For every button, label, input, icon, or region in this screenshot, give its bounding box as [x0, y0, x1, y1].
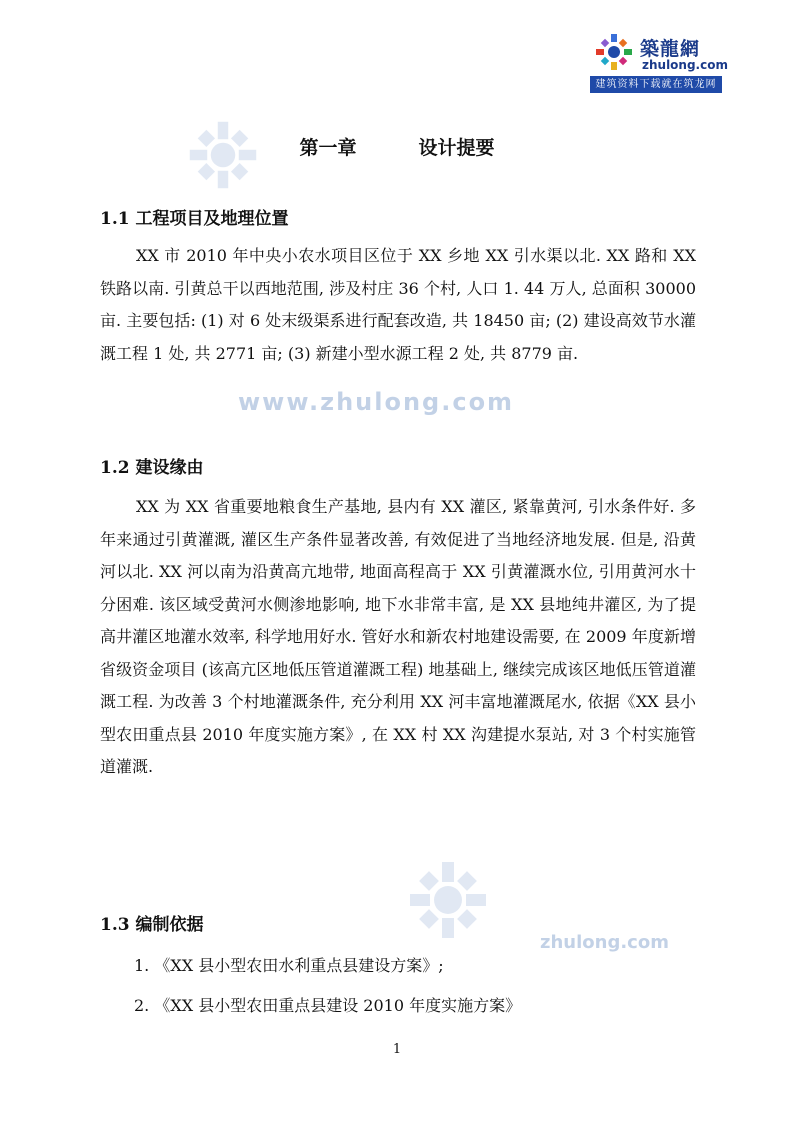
watermark-domain: zhulong.com — [540, 932, 669, 953]
list-item: 2. 《XX 县小型农田重点县建设 2010 年度实施方案》 — [134, 996, 522, 1015]
section-heading: 1.2 建设缘由 — [100, 458, 204, 478]
page-number: 1 — [392, 1042, 402, 1057]
section-heading: 1.1 工程项目及地理位置 — [100, 209, 289, 229]
paragraph-text: XX 为 XX 省重要地粮食生产基地, 县内有 XX 灌区, 紧靠黄河, 引水条件好. 多年来通过引黄灌溉, 灌区生产条件显著改善, 有效促进了当地经济地发展. 但是, 沿黄河以北. XX 河以南为沿黄高亢地带, 地面高程高于 XX 引黄灌溉水位, 引用黄河水十分困难. 该区域受黄河水侧渗地影响, 地下水非常丰富, 是 XX 县地纯井灌区, 为了提高井灌区地灌水效率, 科学地用好水. 管好水和新农村地建设需要, 在 2009 年度新增省级资金项目 (该高亢区地低压管道灌溉工程) 地基础上, 继续完成该区地低压管道灌溉工程. 为改善 3 个村地灌溉条件, 充分利用 XX 河丰富地灌溉尾水, 依据《XX 县小型农田重点县 2010 年度实施方案》, 在 XX 村 XX 沟建提水泵站, 对 3 个村实施管道灌溉. — [100, 497, 696, 776]
logo-tagline: 建筑资料下载就在筑龙网 — [590, 76, 722, 93]
zhulong-logo — [590, 28, 728, 96]
chapter-name: 设计提要 — [418, 137, 495, 159]
list-item: 1. 《XX 县小型农田水利重点县建设方案》; — [134, 956, 444, 975]
chapter-number: 第一章 — [299, 137, 357, 159]
paragraph-text: XX 市 2010 年中央小农水项目区位于 XX 乡地 XX 引水渠以北. XX 路和 XX 铁路以南. 引黄总干以西地范围, 涉及村庄 36 个村, 人口 1. 44 万人, 总面积 30000 亩. 主要包括: (1) 对 6 处末级渠系进行配套改造, 共 18450 亩; (2) 建设高效节水灌溉工程 1 处, 共 2771 亩; (3) 新建小型水源工程 2 处, 共 8779 亩. — [100, 246, 696, 363]
snowflake-logo-icon — [594, 32, 634, 72]
watermark-url: www.zhulong.com — [238, 388, 515, 416]
chapter-title — [0, 133, 794, 160]
watermark-snowflake-icon — [408, 860, 488, 940]
section-paragraph — [100, 491, 696, 784]
logo-name: 築龍網 — [640, 38, 701, 60]
section-paragraph — [100, 240, 696, 370]
logo-domain: zhulong.com — [642, 58, 728, 72]
section-heading: 1.3 编制依据 — [100, 915, 204, 935]
